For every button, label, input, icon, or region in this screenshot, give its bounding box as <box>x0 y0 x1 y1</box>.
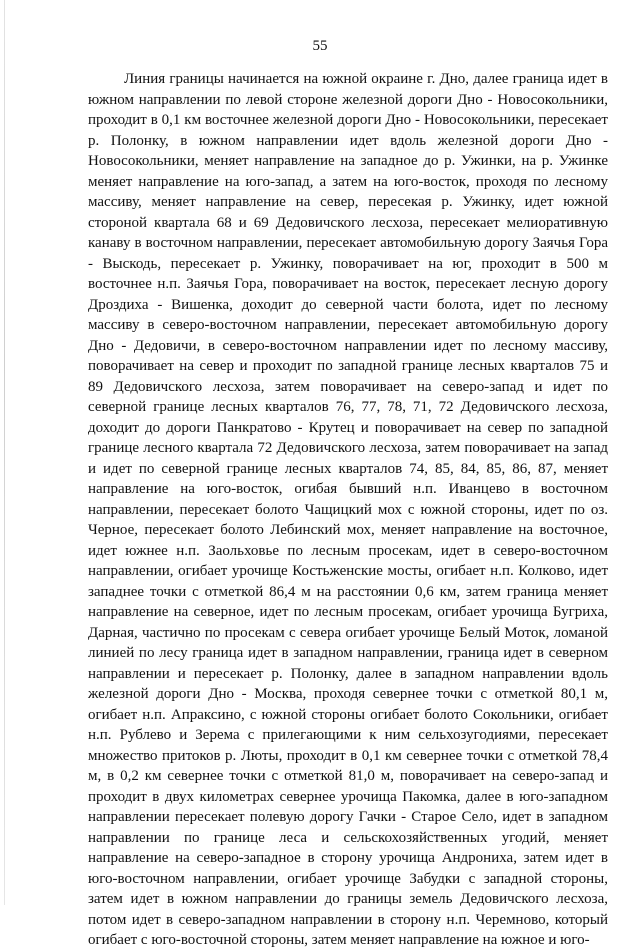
scan-edge-shadow <box>4 0 5 905</box>
page-number: 55 <box>312 38 328 54</box>
boundary-description-paragraph: Линия границы начинается на южной окраине г. Дно, далее граница идет в южном направлении по левой стороне железной дороги Дно - Новосокольники, проходит в 0,1 км восточнее железной дороги Дно - Новосокольники, пересекает р. Полонку, в южном направлении идет вдоль железной дороги Дно - Новосокольники, меняет направление на западное до р. Ужинки, на р. Ужинке меняет направление на юго-запад, а затем на юго-восток, проходя по лесному массиву, меняет направление на север, пересекая р. Ужинку, идет южной стороной квартала 68 и 69 Дедовичского лесхоза, пересекает мелиоративную канаву в восточном направлении, пересекает автомобильную дорогу Заячья Гора - Выскодь, пересекает р. Ужинку, поворачивает на юг, проходит в 500 м восточнее н.п. Заячья Гора, поворачивает на восток, пересекает лесную дорогу Дроздиха - Вишенка, доходит до северной части болота, идет по лесному массиву в северо-восточном направлении, пересекает автомобильную дорогу Дно - Дедовичи, в северо-восточном направлении идет по лесному массиву, поворачивает на север и проходит по западной границе лесных кварталов 75 и 89 Дедовичского лесхоза, затем поворачивает на северо-запад и идет по северной границе лесных кварталов 76, 77, 78, 71, 72 Дедовичского лесхоза, доходит до дороги Панкратово - Крутец и поворачивает на север по западной границе лесного квартала 72 Дедовичского лесхоза, затем поворачивает на запад и идет по северной границе лесных кварталов 74, 85, 84, 85, 86, 87, меняет направление на юго-восток, огибая бывший н.п. Иванцево в восточном направлении, пересекает болото Чащицкий мох с южной стороны, идет по оз. Черное, пересекает болото Лебинский мох, меняет направление на восточное, идет южнее н.п. Заольховье по лесным просекам, идет в северо-восточном направлении, огибает урочище Костьженские мосты, огибает н.п. Колково, идет западнее точки с отметкой 86,4 м на расстоянии 0,6 км, затем граница меняет направление на северное, идет по лесным просекам, огибает урочища Бугриха, Дарная, частично по просекам с севера огибает урочище Белый Моток, ломаной линией по лесу граница идет в западном направлении, граница идет в северном направлении и пересекает р. Полонку, далее в западном направлении вдоль железной дороги Дно - Москва, проходя севернее точки с отметкой 80,1 м, огибает н.п. Апраксино, с южной стороны огибает болото Сокольники, огибает н.п. Рублево и Зерема с прилегающими к ним сельхозугодиями, пересекает множество притоков р. Люты, проходит в 0,1 км севернее точки с отметкой 78,4 м, в 0,2 км севернее точки с отметкой 81,0 м, поворачивает на северо-запад и проходит в двух километрах севернее урочища Пакомка, далее в юго-западном направлении пересекает полевую дорогу Гачки - Старое Село, идет в западном направлении по границе леса и сельскохозяйственных угодий, меняет направление на северо-западное в сторону урочища Андрониха, затем идет в юго-восточном направлении, огибает урочище Забудки с западной стороны, затем идет в южном направлении до границы земель Дедовичского лесхоза, потом идет в северо-западном направлении в сторону н.п. Черемново, который огибает с юго-восточной стороны, затем меняет направление на южное и юго- <box>88 71 608 948</box>
